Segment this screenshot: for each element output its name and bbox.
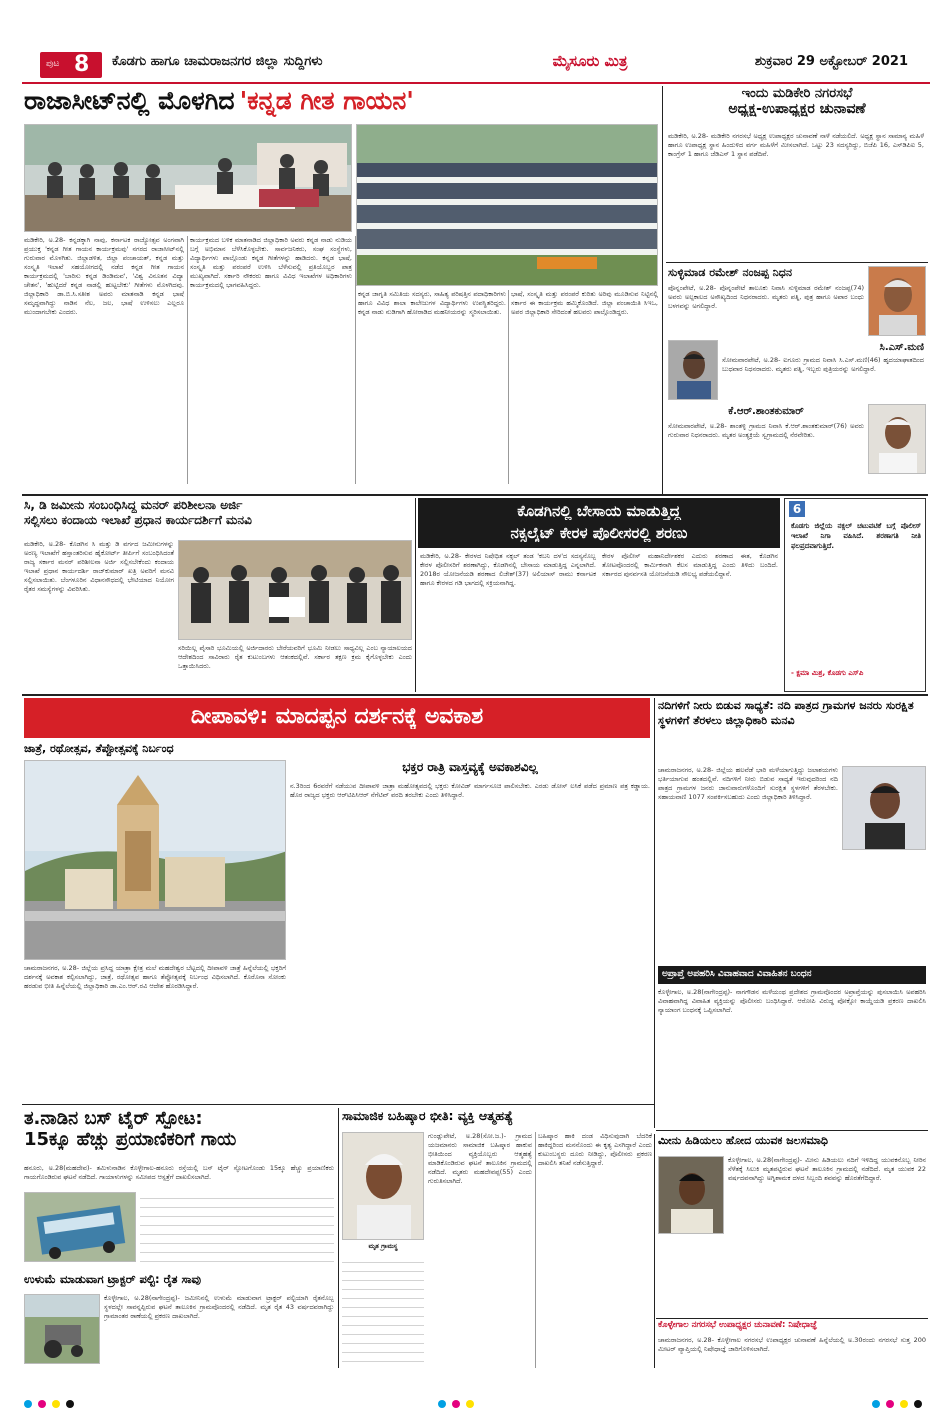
lead-body-col3: ಕನ್ನಡ ಜಾಗೃತಿ ಸಮಿತಿಯ ಸದಸ್ಯರು, ಸಾಹಿತ್ಯ ಪರಿಷತ್ತಿನ ಪದಾಧಿಕಾರಿಗಳು ಹಾಗೂ ವಿವಿಧ ಶಾಲಾ ಕಾಲೇಜುಗಳ ವಿದ್ಯಾರ್ಥಿಗಳು ಉಪಸ್ಥಿತರಿದ್ದರು. ಕನ್ನಡ ನಾಡು ನುಡಿಗಾಗಿ ಹೋರಾಡಿದ ಮಹನೀಯರನ್ನು ಸ್ಮರಿಸಲಾಯಿತು. [358,290,506,316]
river-headline: ನದಿಗಳಿಗೆ ನೀರು ಬಿಡುವ ಸಾಧ್ಯತೆ: ನದಿ ಪಾತ್ರದ ಗ್ರಾಮಗಳ ಜನರು ಸುರಕ್ಷಿತ ಸ್ಥಳಗಳಿಗೆ ತೆರಳಲು ಜಿಲ್ಲಾಧಿಕಾರಿ ಮನವಿ [658,699,914,727]
naxal-body: ಮಡಿಕೇರಿ, ಅ.28- ಕೇರಳದ ನಿಷೇಧಿತ ನಕ್ಸಲ್ ತಂಡ 'ಕಬನಿ ದಳ'ದ ಸದಸ್ಯನೊಬ್ಬ ಕೇರಳ ಪೊಲೀಸರಿಗೆ ಶರಣಾಗಿದ್ದು, ಕೊಡಗಿನಲ್ಲಿ ಬೇಸಾಯ ಮಾಡುತ್ತಿದ್ದ ಎನ್ನಲಾಗಿದೆ. 2018ರ ಯೋಜನೆಯಡಿ ಶರಣಾದ ಲಿಜೇಶ್(37) ಅಲಿಯಾಸ್ ರಾಮು ಕರ್ನಾಟಕ ಹಾಗೂ ಕೇರಳದ ಗಡಿ ಭಾಗದಲ್ಲಿ ಸಕ್ರಿಯನಾಗಿದ್ದ. [420,552,596,587]
page-number: 8 [74,52,90,77]
land-body-2: ಸರಿಯಿಲ್ಲ ಪೈಸಾರಿ ಭೂಮಿಯಲ್ಲಿ ಅರ್ಜಿದಾರರು ಬೇರೆಯವರಿಗೆ ಭೂಮಿ ನೀಡಲು ಸಾಧ್ಯವಿಲ್ಲ ಎಂಬ ನ್ಯಾಯಾಲಯದ ಆದೇಶದಿಂದ ಸಾವಿರಾರು ರೈತ ಕುಟುಂಬಗಳು ಆತಂಕದಲ್ಲಿವೆ. ಸರ್ಕಾರ ತಕ್ಷಣ ಕ್ರಮ ಕೈಗೊಳ್ಳಬೇಕು ಎಂದು ಒತ್ತಾಯಿಸಿದರು. [178,644,412,670]
magenta-mark [38,1400,46,1408]
deepavali-sub-headline: ಭಕ್ತರ ರಾತ್ರಿ ವಾಸ್ತವ್ಯಕ್ಕೆ ಅವಕಾಶವಿಲ್ಲ [402,760,538,774]
page-number-badge [40,52,102,78]
deepavali-photo-temple [24,760,286,960]
naxal-headline-box [418,498,780,548]
section-rule-2 [22,694,928,696]
lead-headline-accent: 'ಕನ್ನಡ ಗೀತ ಗಾಯನ' [239,86,414,115]
river-body: ಚಾಮರಾಜನಗರ, ಅ.28- ಜಿಲ್ಲೆಯ ಹಲವೆಡೆ ಭಾರಿ ಮಳೆಯಾಗುತ್ತಿದ್ದು ಜಲಾಶಯಗಳು ಭರ್ತಿಯಾಗುವ ಹಂತದಲ್ಲಿವೆ. ನದಿಗಳಿಗೆ ನೀರು ಬಿಡುವ ಸಾಧ್ಯತೆ ಇರುವುದರಿಂದ ನದಿ ಪಾತ್ರದ ಗ್ರಾಮಗಳ ಜನರು ಜಾನುವಾರುಗಳೊಂದಿಗೆ ಸುರಕ್ಷಿತ ಸ್ಥಳಗಳಿಗೆ ತೆರಳಬೇಕು. ಸಹಾಯವಾಣಿ 1077 ಸಂಪರ್ಕಿಸಬಹುದು ಎಂದು ಜಿಲ್ಲಾಧಿಕಾರಿ ತಿಳಿಸಿದ್ದಾರೆ. [658,766,838,801]
bus-photo [24,1192,136,1262]
right-column-rule [662,86,663,496]
cyan-mark [24,1400,32,1408]
deepavali-banner-text: ದೀಪಾವಳಿ: ಮಾದಪ್ಪನ ದರ್ಶನಕ್ಕೆ ಅವಕಾಶ [190,704,484,729]
portrait-official [843,767,926,850]
body-found-left-rule [654,1134,655,1368]
lead-headline-plain: ರಾಜಾಸೀಟ್‌ನಲ್ಲಿ ಮೊಳಗಿದ [24,86,235,115]
bus-body: ಹನೂರು, ಅ.28(ಮಹದೇವ)- ತಮಿಳುನಾಡಿನ ಕೊಳ್ಳೇಗಾಲ-ಹನೂರು ರಸ್ತೆಯಲ್ಲಿ ಬಸ್ ಟೈರ್ ಸ್ಫೋಟಗೊಂಡು 15ಕ್ಕೂ ಹೆಚ್ಚು ಪ್ರಯಾಣಿಕರು ಗಾಯಗೊಂಡಿರುವ ಘಟನೆ ನಡೆದಿದೆ. ಗಾಯಾಳುಗಳನ್ನು ಸಮೀಪದ ಆಸ್ಪತ್ರೆಗೆ ದಾಖಲಿಸಲಾಗಿದೆ. [24,1164,334,1181]
obituary-2-title: ಸಿ.ಎಸ್.ಮಣಿ [879,342,924,353]
bus-accident-illustration [25,1193,136,1262]
bus-headline [24,1108,334,1162]
election-headline-line2: ಅಧ್ಯಕ್ಷ-ಉಪಾಧ್ಯಕ್ಷರ ಚುನಾವಣೆ [728,101,866,117]
boycott-headline: ಸಾಮಾಜಿಕ ಬಹಿಷ್ಕಾರ ಭೀತಿ: ವ್ಯಕ್ತಿ ಆತ್ಮಹತ್ಯೆ [342,1108,513,1123]
kollegal-headline: ಕೊಳ್ಳೇಗಾಲ ನಗರಸಭೆ ಉಪಾಧ್ಯಕ್ಷರ ಚುನಾವಣೆ: ನಿಷೇಧಾಜ್ಞೆ [658,1320,818,1330]
deepavali-banner [24,698,650,738]
bus-headline-line1: ತ.ನಾಡಿನ ಬಸ್ ಟೈರ್ ಸ್ಫೋಟ: [24,1108,203,1129]
obituary-1-portrait [868,266,926,336]
naxal-headline-line2: ನಕ್ಸಲೈಟ್ ಕೇರಳ ಪೊಲೀಸರಲ್ಲಿ ಶರಣು [510,524,688,542]
deepavali-body: ಚಾಮರಾಜನಗರ, ಅ.28- ಜಿಲ್ಲೆಯ ಪ್ರಸಿದ್ಧ ಯಾತ್ರಾ ಕ್ಷೇತ್ರ ಮಲೆ ಮಹದೇಶ್ವರ ಬೆಟ್ಟದಲ್ಲಿ ದೀಪಾವಳಿ ಜಾತ್ರೆ ಹಿನ್ನೆಲೆಯಲ್ಲಿ ಭಕ್ತರಿಗೆ ದರ್ಶನಕ್ಕೆ ಅವಕಾಶ ಕಲ್ಪಿಸಲಾಗಿದ್ದು, ಜಾತ್ರೆ, ರಥೋತ್ಸವ ಹಾಗೂ ತೆಪ್ಪೋತ್ಸವಕ್ಕೆ ನಿರ್ಬಂಧ ವಿಧಿಸಲಾಗಿದೆ. ಕೊರೊನಾ ಸೋಂಕು ಹರಡುವ ಭೀತಿ ಹಿನ್ನೆಲೆಯಲ್ಲಿ ಜಿಲ್ಲಾಧಿಕಾರಿ ಡಾ.ಎಂ.ಆರ್.ರವಿ ಆದೇಶ ಹೊರಡಿಸಿದ್ದಾರೆ. [24,964,286,990]
election-body: ಮಡಿಕೇರಿ, ಅ.28- ಮಡಿಕೇರಿ ನಗರಸಭೆ ಅಧ್ಯಕ್ಷ ಉಪಾಧ್ಯಕ್ಷರ ಚುನಾವಣೆ ನಾಳೆ ನಡೆಯಲಿದೆ. ಅಧ್ಯಕ್ಷ ಸ್ಥಾನ ಸಾಮಾನ್ಯ ಮಹಿಳೆ ಹಾಗೂ ಉಪಾಧ್ಯಕ್ಷ ಸ್ಥಾನ ಹಿಂದುಳಿದ ವರ್ಗ ಮಹಿಳೆಗೆ ಮೀಸಲಾಗಿದೆ. ಒಟ್ಟು 23 ಸದಸ್ಯರಿದ್ದು, ಬಿಜೆಪಿ 16, ಎಸ್‌ಡಿಪಿಐ 5, ಕಾಂಗ್ರೆಸ್ 1 ಹಾಗೂ ಜೆಡಿಎಸ್ 1 ಸ್ಥಾನ ಪಡೆದಿವೆ. [668,132,924,158]
lead-body-col1: ಮಡಿಕೇರಿ, ಅ.28- ಕನ್ನಡಕ್ಕಾಗಿ ನಾವು, ಕರ್ನಾಟಕ ರಾಜ್ಯೋತ್ಸವ ಅಂಗವಾಗಿ ಪ್ರಯುಕ್ತ 'ಕನ್ನಡ ಗೀತ ಗಾಯನ ಕಾರ್ಯಕ್ರಮವು' ನಗರದ ರಾಜಾಸೀಟ್‌ನಲ್ಲಿ ಗುರುವಾರ ಮೊಳಗಿತು. ಜಿಲ್ಲಾಡಳಿತ, ಜಿಲ್ಲಾ ಪಂಚಾಯತ್, ಕನ್ನಡ ಮತ್ತು ಸಂಸ್ಕೃತಿ ಇಲಾಖೆ ಸಹಯೋಗದಲ್ಲಿ ನಡೆದ ಕನ್ನಡ ಗೀತ ಗಾಯನ ಕಾರ್ಯಕ್ರಮದಲ್ಲಿ 'ಬಾರಿಸು ಕನ್ನಡ ಡಿಂಡಿಮವ', 'ವಿಶ್ವ ವಿನೂತನ ವಿದ್ಯಾ ಚೇತನ', 'ಹುಟ್ಟಿದರೆ ಕನ್ನಡ ನಾಡಲ್ಲಿ ಹುಟ್ಟಬೇಕು' ಗೀತೆಗಳು ಮೊಳಗಿದವು. ಜಿಲ್ಲಾಧಿಕಾರಿ ಡಾ.ಬಿ.ಸಿ.ಸತೀಶ ಅವರು ಮಾತನಾಡಿ ಕನ್ನಡ ಭಾಷೆ ಸಮೃದ್ಧವಾಗಿದ್ದು ನಾಡಿನ ನೆಲ, ಜಲ, ಭಾಷೆ ಉಳಿಸಲು ಎಲ್ಲರೂ ಮುಂದಾಗಬೇಕು ಎಂದರು. [24,236,184,316]
tractor-body: ಕೊಳ್ಳೇಗಾಲ, ಅ.28(ನಾಗೇಂದ್ರಪ್ಪ)- ಜಮೀನಿನಲ್ಲಿ ಉಳುಮೆ ಮಾಡುವಾಗ ಟ್ರಾಕ್ಟರ್ ಪಲ್ಟಿಯಾಗಿ ರೈತನೊಬ್ಬ ಸ್ಥಳದಲ್ಲೇ ಸಾವನ್ನಪ್ಪಿರುವ ಘಟನೆ ತಾಲೂಕಿನ ಗ್ರಾಮವೊಂದರಲ್ಲಿ ನಡೆದಿದೆ. ಮೃತ ರೈತ 43 ವರ್ಷದವರಾಗಿದ್ದು ಗ್ರಾಮಾಂತರ ಠಾಣೆಯಲ್ಲಿ ಪ್ರಕರಣ ದಾಖಲಾಗಿದೆ. [104,1294,334,1320]
cyan-mark-center [438,1400,446,1408]
portrait-elderly-man [869,267,926,336]
naxal-left-rule [415,498,416,692]
issue-date: ಶುಕ್ರವಾರ 29 ಅಕ್ಟೋಬರ್ 2021 [754,54,908,69]
paper-name: ಮೈಸೂರು ಮಿತ್ರ [552,52,628,70]
kollegal-rule [656,1318,928,1319]
river-left-rule [654,698,655,1128]
land-headline-line2: ಸಲ್ಲಿಸಲು ಕಂದಾಯ ಇಲಾಖೆ ಪ್ರಧಾನ ಕಾರ್ಯದರ್ಶಿಗೆ ಮನವಿ [24,513,252,527]
masthead [40,50,908,80]
section-rule-3 [22,1104,654,1105]
obituary-2-portrait [668,340,718,400]
portrait-man [669,341,718,400]
minor-marriage-headline-box [658,966,926,984]
registration-marks-left [24,1400,74,1408]
body-found-portrait [658,1156,724,1234]
section-rule-1 [22,494,928,496]
boycott-inner-rule [535,1132,536,1368]
tractor-headline: ಉಳುಮೆ ಮಾಡುವಾಗ ಟ್ರಾಕ್ಟರ್ ಪಲ್ಟಿ: ರೈತ ಸಾವು [24,1272,202,1286]
cyan-mark-right [872,1400,880,1408]
lead-headline [24,86,660,122]
election-headline [668,86,926,132]
land-headline-line1: ಸಿ, ಡಿ ಜಮೀನು ಸಂಬಂಧಿಸಿದ್ದ ಮನರ್ ಪರಿಶೀಲನಾ ಅರ್ಜಿ [24,498,243,512]
magenta-mark-center [452,1400,460,1408]
boycott-photo-caption: ಮೃತ ಗ್ರಾಮಸ್ಥ [368,1242,398,1250]
boycott-body-3 [342,1256,424,1368]
obituary-3-portrait [868,404,926,474]
yellow-mark-right [900,1400,908,1408]
obituary-1-body: ಪೊನ್ನಂಪೇಟೆ, ಅ.28- ಪೊನ್ನಂಪೇಟೆ ತಾಲೂಕು ನಿವಾಸಿ ಸುಳ್ಳಿಮಾಡ ರಮೇಶ್ ನಂಜಪ್ಪ(74) ಅವರು ಅಲ್ಪಕಾಲದ ಅಸೌಖ್ಯದಿಂದ ನಿಧನರಾದರು. ಮೃತರು ಪತ್ನಿ, ಪುತ್ರ ಹಾಗೂ ಅಪಾರ ಬಂಧು ಬಳಗವನ್ನು ಅಗಲಿದ್ದಾರೆ. [668,284,864,310]
portrait-deceased [343,1133,424,1240]
registration-marks-center [438,1400,474,1408]
kollegal-body: ಚಾಮರಾಜನಗರ, ಅ.28- ಕೊಳ್ಳೇಗಾಲ ನಗರಸಭೆ ಉಪಾಧ್ಯಕ್ಷರ ಚುನಾವಣೆ ಹಿನ್ನೆಲೆಯಲ್ಲಿ ಅ.30ರಂದು ನಗರಸಭೆ ಸುತ್ತ 200 ಮೀಟರ್ ವ್ಯಾಪ್ತಿಯಲ್ಲಿ ನಿಷೇಧಾಜ್ಞೆ ಜಾರಿಗೊಳಿಸಲಾಗಿದೆ. [658,1336,926,1353]
quote-author: - ಕ್ಷಮಾ ಮಿಶ್ರ, ಕೊಡಗು ಎಸ್‌ಪಿ [791,669,864,677]
obituary-2-body: ಸೋಮವಾರಪೇಟೆ, ಅ.28- ಐಗೂರು ಗ್ರಾಮದ ನಿವಾಸಿ ಸಿ.ಎಸ್.ಮಣಿ(46) ಹೃದಯಾಘಾತದಿಂದ ಬುಧವಾರ ನಿಧನರಾದರು. ಮೃತರು ಪತ್ನಿ, ಇಬ್ಬರು ಪುತ್ರಿಯರನ್ನು ಅಗಲಿದ್ದಾರೆ. [722,356,924,373]
land-photo-delegation [178,540,412,640]
boycott-portrait [342,1132,424,1240]
election-headline-line1: ಇಂದು ಮಡಿಕೇರಿ ನಗರಸಭೆ [741,86,853,101]
bus-body-continued [140,1192,334,1266]
land-headline [24,498,412,538]
obituary-3-body: ಸೋಮವಾರಪೇಟೆ, ಅ.28- ಶಾಂತಳ್ಳಿ ಗ್ರಾಮದ ನಿವಾಸಿ ಕೆ.ಆರ್.ಶಾಂತಕುಮಾರ್(76) ಅವರು ಗುರುವಾರ ನಿಧನರಾದರು. ಮೃತರ ಅಂತ್ಯಕ್ರಿಯೆ ಸ್ವಗ್ರಾಮದಲ್ಲಿ ನೆರವೇರಿತು. [668,422,864,439]
portrait-young-man [659,1157,724,1234]
obituary-1-title: ಸುಳ್ಳಿಮಾಡ ರಮೇಶ್ ನಂಜಪ್ಪ ನಿಧನ [668,266,792,279]
lead-col-rule-3 [508,290,509,484]
lead-col-rule-2 [355,236,356,484]
naxal-quote-box [784,498,926,692]
section-title: ಕೊಡಗು ಹಾಗೂ ಚಾಮರಾಜನಗರ ಜಿಲ್ಲಾ ಸುದ್ದಿಗಳು [112,54,323,69]
boycott-left-rule [338,1108,339,1368]
section-rule-4 [656,1130,928,1131]
masthead-rule [22,82,930,84]
land-body: ಮಡಿಕೇರಿ, ಅ.28- ಕೊಡಗಿನ ಸಿ ಮತ್ತು ಡಿ ವರ್ಗದ ಜಮೀನುಗಳನ್ನು ಅರಣ್ಯ ಇಲಾಖೆಗೆ ಹಸ್ತಾಂತರಿಸುವ ಹೈಕೋರ್ಟ್ ತೀರ್ಪಿಗೆ ಸಂಬಂಧಿಸಿದಂತೆ ರಾಜ್ಯ ಸರ್ಕಾರ ಮನರ್ ಪರಿಶೀಲನಾ ಅರ್ಜಿ ಸಲ್ಲಿಸಬೇಕೆಂದು ಕಂದಾಯ ಇಲಾಖೆ ಪ್ರಧಾನ ಕಾರ್ಯದರ್ಶಿ ರಾಜ್‌ಕುಮಾರ್ ಖತ್ರಿ ಅವರಿಗೆ ಮನವಿ ಸಲ್ಲಿಸಲಾಯಿತು. ಬೆಂಗಳೂರಿನ ವಿಧಾನಸೌಧದಲ್ಲಿ ಭೇಟಿಯಾದ ನಿಯೋಗ ರೈತರ ಸಮಸ್ಯೆಗಳನ್ನು ವಿವರಿಸಿತು. [24,540,174,593]
minor-marriage-headline: ಅಪ್ರಾಪ್ತೆ ಅಪಹರಿಸಿ ವಿವಾಹವಾದ ವಿವಾಹಿತನ ಬಂಧನ [662,969,812,979]
lead-photo-ceremony [24,124,352,232]
river-dc-portrait [842,766,926,850]
bus-headline-line2: 15ಕ್ಕೂ ಹೆಚ್ಚು ಪ್ರಯಾಣಿಕರಿಗೆ ಗಾಯ [24,1129,237,1150]
boycott-body-2: ಬಹಿಷ್ಕಾರ ಹಾಕಿ ದಂಡ ವಿಧಿಸುವುದಾಗಿ ಬೆದರಿಕೆ ಹಾಕಿದ್ದರಿಂದ ಮನನೊಂದು ಈ ಕೃತ್ಯ ಎಸಗಿದ್ದಾರೆ ಎಂದು ಕುಟುಂಬಸ್ಥರು ದೂರು ನೀಡಿದ್ದು, ಪೊಲೀಸರು ಪ್ರಕರಣ ದಾಖಲಿಸಿ ತನಿಖೆ ನಡೆಸುತ್ತಿದ್ದಾರೆ. [538,1132,652,1167]
students-photo-illustration [357,125,658,286]
quote-mark: 6 [789,501,805,517]
boycott-body: ಗುಂಡ್ಲುಪೇಟೆ, ಅ.28(ಸೋ.ಜ.)- ಗ್ರಾಮದ ಯಜಮಾನರು ಸಾಮಾಜಿಕ ಬಹಿಷ್ಕಾರ ಹಾಕುವ ಭೀತಿಯಿಂದ ವ್ಯಕ್ತಿಯೊಬ್ಬರು ಆತ್ಮಹತ್ಯೆ ಮಾಡಿಕೊಂಡಿರುವ ಘಟನೆ ತಾಲೂಕಿನ ಗ್ರಾಮದಲ್ಲಿ ನಡೆದಿದೆ. ಮೃತರು ಮಹದೇವಪ್ಪ(55) ಎಂದು ಗುರುತಿಸಲಾಗಿದೆ. [428,1132,532,1185]
page-label: ಪುಟ [46,59,60,69]
portrait-elderly-man-2 [869,405,926,474]
temple-photo-illustration [25,761,286,960]
registration-marks-right [872,1400,922,1408]
tractor-photo [24,1294,100,1364]
black-mark-right [914,1400,922,1408]
minor-marriage-body: ಕೊಳ್ಳೇಗಾಲ, ಅ.28(ನಾಗೇಂದ್ರಪ್ಪ)- ನಾಗಗೌಡನ ಮಳೆಯಂಥ ಪ್ರದೇಶದ ಗ್ರಾಮವೊಂದರ ಅಪ್ರಾಪ್ತೆಯನ್ನು ಪುಸಲಾಯಿಸಿ ಅಪಹರಿಸಿ ವಿವಾಹವಾಗಿದ್ದ ವಿವಾಹಿತ ವ್ಯಕ್ತಿಯನ್ನು ಪೊಲೀಸರು ಬಂಧಿಸಿದ್ದಾರೆ. ಆರೋಪಿ ವಿರುದ್ಧ ಪೋಕ್ಸೋ ಕಾಯ್ದೆಯಡಿ ಪ್ರಕರಣ ದಾಖಲಿಸಿ ನ್ಯಾಯಾಂಗ ಬಂಧನಕ್ಕೆ ಒಪ್ಪಿಸಲಾಗಿದೆ. [658,988,926,1014]
body-found-headline: ಮೀನು ಹಿಡಿಯಲು ಹೋದ ಯುವಕ ಜಲಸಮಾಧಿ [658,1134,828,1147]
lead-col-rule-1 [187,236,188,484]
obituary-3-title: ಕೆ.ಆರ್.ಶಾಂತಕುಮಾರ್ [728,406,804,417]
quote-text: ಕೊಡಗು ಜಿಲ್ಲೆಯ ನಕ್ಸಲ್ ಚಟುವಟಿಕೆ ಬಗ್ಗೆ ಪೊಲೀಸ್ ಇಲಾಖೆ ನಿಗಾ ವಹಿಸಿದೆ. ಶರಣಾಗತಿ ನೀತಿ ಫಲಪ್ರದವಾಗುತ್ತಿದೆ. [791,522,921,550]
lead-photo-students [356,124,658,286]
black-mark [66,1400,74,1408]
delegation-photo-illustration [179,541,412,640]
lead-body-col4: ಭಾಷೆ, ಸಂಸ್ಕೃತಿ ಮತ್ತು ಪರಂಪರೆ ಕುರಿತು ಅರಿವು ಮೂಡಿಸುವ ನಿಟ್ಟಿನಲ್ಲಿ ಸರ್ಕಾರ ಈ ಕಾರ್ಯಕ್ರಮ ಹಮ್ಮಿಕೊಂಡಿದೆ. ಜಿಲ್ಲಾ ಪಂಚಾಯಿತಿ ಸಿಇಒ, ಅಪರ ಜಿಲ್ಲಾಧಿಕಾರಿ ಸೇರಿದಂತೆ ಹಲವರು ಪಾಲ್ಗೊಂಡಿದ್ದರು. [511,290,658,316]
lead-body-col2: ಕಾರ್ಯಕ್ರಮದ ಬಳಿಕ ಮಾತನಾಡಿದ ಜಿಲ್ಲಾಧಿಕಾರಿ ಅವರು ಕನ್ನಡ ನಾಡು ನುಡಿಯ ಬಗ್ಗೆ ಅಭಿಮಾನ ಬೆಳೆಸಿಕೊಳ್ಳಬೇಕು. ಸಾರ್ವಜನಿಕರು, ಸಂಘ ಸಂಸ್ಥೆಗಳು, ವಿದ್ಯಾರ್ಥಿಗಳು ಪಾಲ್ಗೊಂಡು ಕನ್ನಡ ಗೀತೆಗಳನ್ನು ಹಾಡಿದರು. ಕನ್ನಡ ಭಾಷೆ, ಸಂಸ್ಕೃತಿ ಮತ್ತು ಪರಂಪರೆ ಉಳಿಸಿ ಬೆಳೆಸುವಲ್ಲಿ ಪ್ರತಿಯೊಬ್ಬರ ಪಾತ್ರ ಮುಖ್ಯವಾಗಿದೆ. ಸರ್ಕಾರಿ ನೌಕರರು ಹಾಗೂ ವಿವಿಧ ಇಲಾಖೆಗಳ ಅಧಿಕಾರಿಗಳು ಕಾರ್ಯಕ್ರಮದಲ್ಲಿ ಭಾಗವಹಿಸಿದ್ದರು. [190,236,352,289]
deepavali-body-2: ನ.3ರಿಂದ 6ರವರೆಗೆ ನಡೆಯುವ ದೀಪಾವಳಿ ಜಾತ್ರಾ ಮಹೋತ್ಸವದಲ್ಲಿ ಭಕ್ತರು ಕೋವಿಡ್ ಮಾರ್ಗಸೂಚಿ ಪಾಲಿಸಬೇಕು. ಎರಡು ಡೋಸ್ ಲಸಿಕೆ ಪಡೆದ ಪ್ರಮಾಣ ಪತ್ರ ಕಡ್ಡಾಯ. ಹೊರ ರಾಜ್ಯದ ಭಕ್ತರು ಆರ್‌ಟಿಪಿಸಿಆರ್ ನೆಗೆಟಿವ್ ವರದಿ ತರಬೇಕು ಎಂದು ತಿಳಿಸಿದ್ದಾರೆ. [290,782,650,799]
body-found-body: ಕೊಳ್ಳೇಗಾಲ, ಅ.28(ನಾಗೇಂದ್ರಪ್ಪ)- ಮೀನು ಹಿಡಿಯಲು ನದಿಗೆ ಇಳಿದಿದ್ದ ಯುವಕನೊಬ್ಬ ನೀರಿನ ಸೆಳೆತಕ್ಕೆ ಸಿಲುಕಿ ಮೃತಪಟ್ಟಿರುವ ಘಟನೆ ತಾಲೂಕಿನ ಗ್ರಾಮದಲ್ಲಿ ನಡೆದಿದೆ. ಮೃತ ಯುವಕ 22 ವರ್ಷದವನಾಗಿದ್ದು ಅಗ್ನಿಶಾಮಕ ದಳದ ಸಿಬ್ಬಂದಿ ಶವವನ್ನು ಹೊರತೆಗೆದಿದ್ದಾರೆ. [728,1156,926,1182]
naxal-headline-line1: ಕೊಡಗಿನಲ್ಲಿ ಬೇಸಾಯ ಮಾಡುತ್ತಿದ್ದ [517,502,681,520]
naxal-body-2: ಕೇರಳ ಪೊಲೀಸ್ ಮಹಾನಿರ್ದೇಶಕರ ಎದುರು ಶರಣಾದ ಈತ, ಕೊಡಗಿನ ತೋಟವೊಂದರಲ್ಲಿ ಕಾರ್ಮಿಕನಾಗಿ ಕೆಲಸ ಮಾಡುತ್ತಿದ್ದ ಎಂದು ತಿಳಿದು ಬಂದಿದೆ. ಸರ್ಕಾರದ ಪುನರ್ವಸತಿ ಯೋಜನೆಯಡಿ ಸೌಲಭ್ಯ ಪಡೆಯಲಿದ್ದಾನೆ. [602,552,778,578]
yellow-mark [52,1400,60,1408]
tractor-field-illustration [25,1295,100,1364]
yellow-mark-center [466,1400,474,1408]
election-bottom-rule [666,262,928,263]
magenta-mark-right [886,1400,894,1408]
deepavali-photo-caption: ಜಾತ್ರೆ, ರಥೋತ್ಸವ, ತೆಪ್ಪೋತ್ಸವಕ್ಕೆ ನಿರ್ಬಂಧ [24,742,174,755]
ceremony-photo-illustration [25,125,352,232]
